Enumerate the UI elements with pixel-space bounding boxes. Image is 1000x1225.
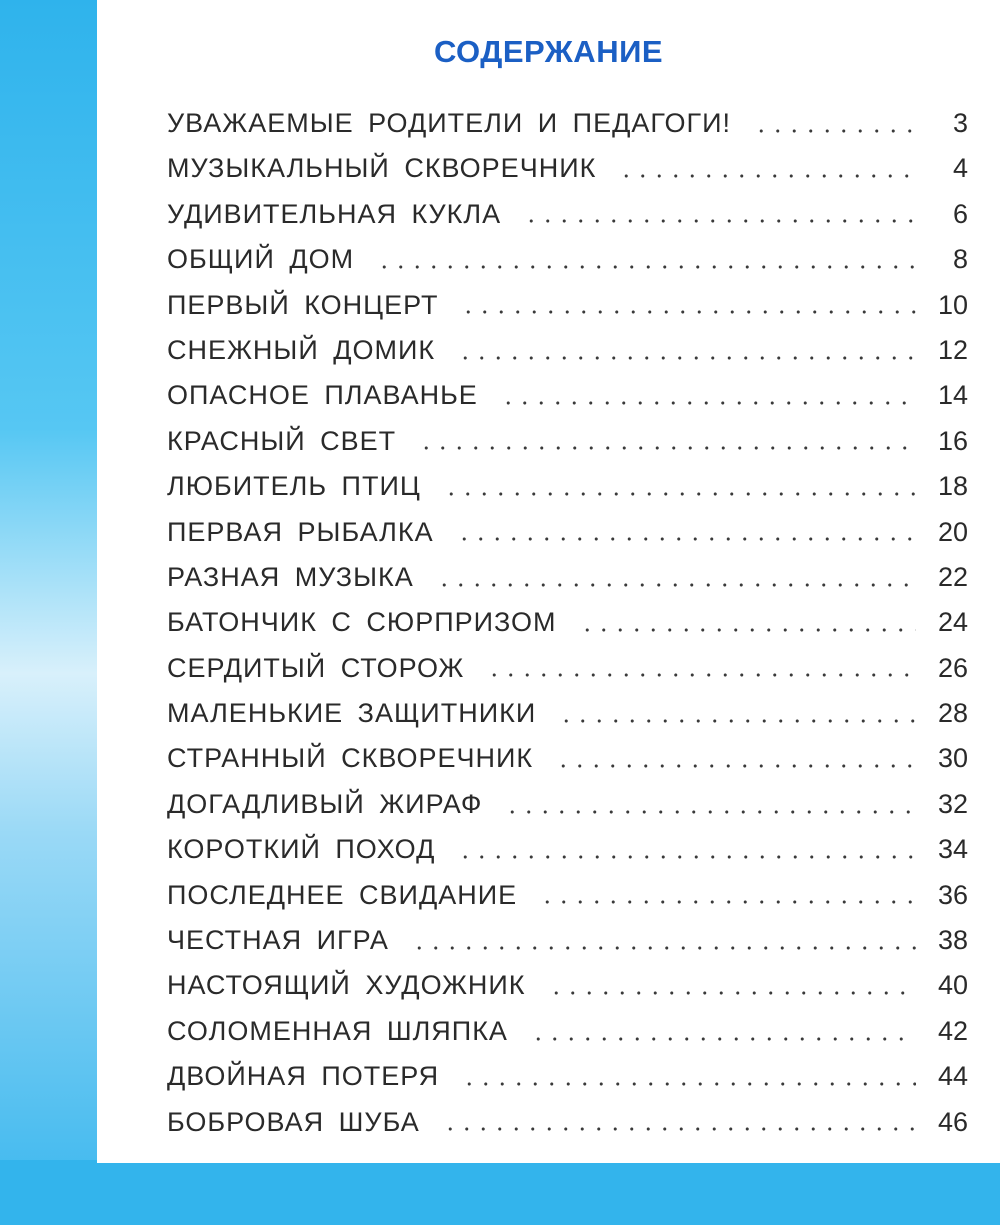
toc-entry-page: 46: [937, 1106, 968, 1137]
toc-entry-title: ДОГАДЛИВЫЙ ЖИРАФ: [167, 788, 483, 819]
dot-leader: [539, 899, 916, 905]
toc-entry[interactable]: [167, 192, 968, 237]
dot-leader: [618, 173, 916, 179]
toc-entry-page: 40: [937, 970, 968, 1001]
toc-entry-title: БАТОНЧИК С СЮРПРИЗОМ: [167, 607, 557, 638]
toc-entry-page: 14: [937, 380, 968, 411]
toc-entry-title: КРАСНЫЙ СВЕТ: [167, 425, 397, 456]
left-blue-border: [0, 0, 110, 1225]
toc-entry[interactable]: [167, 101, 968, 146]
dot-leader: [456, 536, 916, 542]
toc-entry[interactable]: [167, 1100, 968, 1145]
toc-entry[interactable]: [167, 736, 968, 781]
dot-leader: [579, 627, 916, 633]
toc-entry-page: 38: [937, 925, 968, 956]
toc-entry-page: 26: [937, 652, 968, 683]
toc-entry[interactable]: [167, 646, 968, 691]
toc-entry-page: 6: [952, 198, 968, 229]
toc-entry-page: 24: [937, 607, 968, 638]
toc-entry[interactable]: [167, 1009, 968, 1054]
dot-leader: [457, 854, 916, 860]
toc-entry-title: ОБЩИЙ ДОМ: [167, 244, 355, 275]
dot-leader: [442, 1126, 916, 1132]
toc-entry[interactable]: [167, 373, 968, 418]
toc-entry[interactable]: [167, 464, 968, 509]
toc-entry-page: 20: [937, 516, 968, 547]
dot-leader: [548, 990, 916, 996]
toc-entry[interactable]: [167, 283, 968, 328]
toc-entry[interactable]: [167, 827, 968, 872]
toc-entry-page: 42: [937, 1015, 968, 1046]
toc-entry-title: МУЗЫКАЛЬНЫЙ СКВОРЕЧНИК: [167, 153, 597, 184]
contents-page: [97, 0, 1000, 1163]
toc-entry[interactable]: [167, 873, 968, 918]
dot-leader: [461, 1081, 916, 1087]
toc-entry-page: 22: [937, 561, 968, 592]
toc-entry-page: 18: [937, 471, 968, 502]
toc-entry-title: УДИВИТЕЛЬНАЯ КУКЛА: [167, 198, 502, 229]
dot-leader: [523, 218, 916, 224]
dot-leader: [558, 718, 916, 724]
toc-entry[interactable]: [167, 419, 968, 464]
toc-entry[interactable]: [167, 918, 968, 963]
dot-leader: [555, 763, 916, 769]
toc-entry-title: ПЕРВАЯ РЫБАЛКА: [167, 516, 434, 547]
dot-leader: [457, 355, 916, 361]
toc-entry-page: 28: [937, 698, 968, 729]
toc-entry-title: ЛЮБИТЕЛЬ ПТИЦ: [167, 471, 421, 502]
toc-entry-page: 10: [937, 289, 968, 320]
toc-entry-title: БОБРОВАЯ ШУБА: [167, 1106, 420, 1137]
toc-entry-page: 44: [937, 1061, 968, 1092]
toc-entry-title: ЧЕСТНАЯ ИГРА: [167, 925, 389, 956]
toc-entry[interactable]: [167, 1054, 968, 1099]
toc-entry-title: УВАЖАЕМЫЕ РОДИТЕЛИ И ПЕДАГОГИ!: [167, 108, 732, 138]
table-of-contents: [167, 101, 968, 1145]
toc-entry[interactable]: [167, 782, 968, 827]
toc-entry-page: 36: [937, 879, 968, 910]
toc-entry-title: ДВОЙНАЯ ПОТЕРЯ: [167, 1061, 440, 1092]
dot-leader: [443, 491, 916, 497]
toc-entry-page: 8: [952, 244, 968, 275]
toc-entry-page: 16: [937, 425, 968, 456]
toc-entry[interactable]: [167, 555, 968, 600]
dot-leader: [460, 309, 916, 315]
toc-entry-title: ПОСЛЕДНЕЕ СВИДАНИЕ: [167, 879, 518, 910]
toc-entry-title: ОПАСНОЕ ПЛАВАНЬЕ: [167, 380, 478, 411]
dot-leader: [753, 128, 916, 134]
dot-leader: [418, 445, 916, 451]
dot-leader: [504, 809, 916, 815]
toc-entry-page: 12: [937, 334, 968, 365]
dot-leader: [500, 400, 916, 406]
toc-entry[interactable]: [167, 328, 968, 373]
toc-entry-page: 30: [937, 743, 968, 774]
toc-entry-page: 34: [937, 834, 968, 865]
toc-entry-title: СЕРДИТЫЙ СТОРОЖ: [167, 652, 465, 683]
dot-leader: [486, 672, 916, 678]
toc-entry[interactable]: [167, 237, 968, 282]
toc-entry[interactable]: [167, 600, 968, 645]
toc-entry[interactable]: [167, 691, 968, 736]
toc-entry-title: СТРАННЫЙ СКВОРЕЧНИК: [167, 743, 534, 774]
page-title: СОДЕРЖАНИЕ: [433, 34, 664, 69]
bottom-blue-border: [0, 1160, 1000, 1225]
toc-entry-title: СНЕЖНЫЙ ДОМИК: [167, 334, 436, 365]
toc-entry-title: ПЕРВЫЙ КОНЦЕРТ: [167, 289, 439, 320]
toc-entry[interactable]: [167, 146, 968, 191]
toc-entry-title: КОРОТКИЙ ПОХОД: [167, 834, 436, 865]
toc-entry-page: 3: [952, 108, 968, 138]
toc-entry-page: 4: [952, 153, 968, 184]
dot-leader: [436, 582, 916, 588]
dot-leader: [530, 1036, 916, 1042]
toc-entry-title: МАЛЕНЬКИЕ ЗАЩИТНИКИ: [167, 698, 537, 729]
dot-leader: [376, 264, 916, 270]
toc-entry[interactable]: [167, 963, 968, 1008]
toc-entry-page: 32: [937, 788, 968, 819]
dot-leader: [411, 945, 916, 951]
toc-entry-title: НАСТОЯЩИЙ ХУДОЖНИК: [167, 970, 526, 1001]
toc-entry[interactable]: [167, 510, 968, 555]
toc-entry-title: РАЗНАЯ МУЗЫКА: [167, 561, 414, 592]
toc-entry-title: СОЛОМЕННАЯ ШЛЯПКА: [167, 1015, 508, 1046]
